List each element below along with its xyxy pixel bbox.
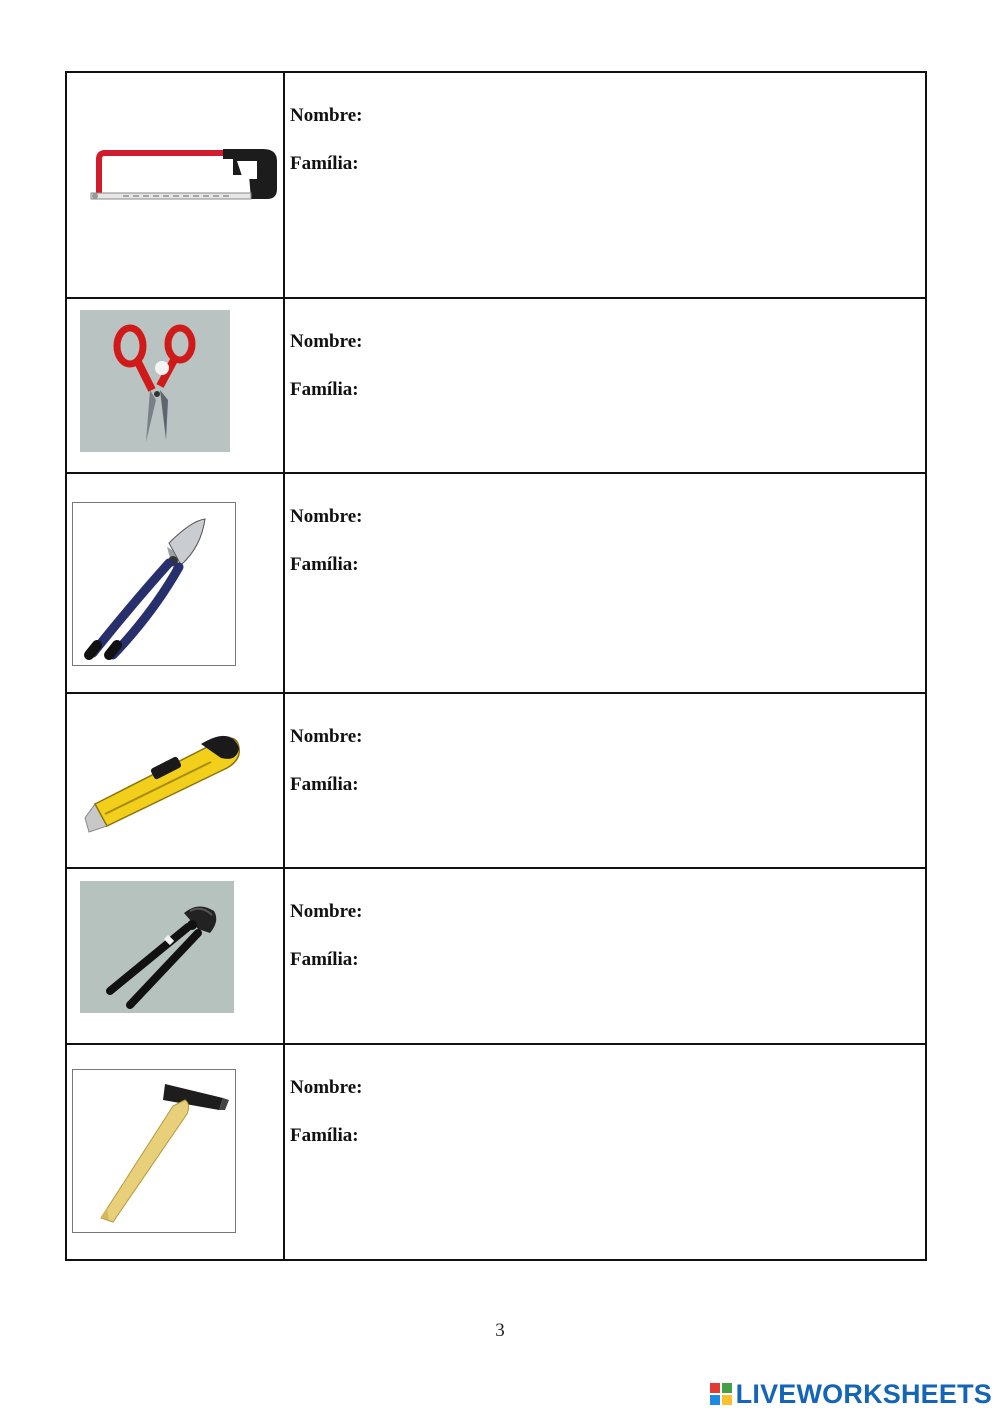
worksheet — [65, 71, 925, 1279]
familia-label: Família: — [290, 774, 359, 795]
utility-knife-icon — [81, 728, 243, 834]
tool-image-cell — [66, 693, 284, 868]
nombre-label: Nombre: — [290, 726, 363, 747]
nombre-label: Nombre: — [290, 1077, 363, 1098]
nombre-label: Nombre: — [290, 331, 363, 352]
familia-label: Família: — [290, 554, 359, 575]
liveworksheets-logo-icon — [710, 1383, 732, 1405]
brand-text: LIVEWORKSHEETS — [735, 1378, 992, 1409]
tool-image-cell — [66, 868, 284, 1044]
tool-image-cell — [66, 72, 284, 298]
tin-snips-icon — [72, 502, 236, 666]
tool-image-cell — [66, 473, 284, 693]
answer-cell — [284, 868, 926, 1044]
tool-image-cell — [66, 1044, 284, 1260]
table-row — [66, 473, 926, 693]
table-row — [66, 298, 926, 473]
table-row — [66, 868, 926, 1044]
answer-cell — [284, 1044, 926, 1260]
answer-cell — [284, 298, 926, 473]
familia-label: Família: — [290, 153, 359, 174]
familia-label: Família: — [290, 379, 359, 400]
answer-cell — [284, 693, 926, 868]
answer-cell — [284, 473, 926, 693]
table-row — [66, 1044, 926, 1260]
nombre-label: Nombre: — [290, 901, 363, 922]
liveworksheets-brand[interactable] — [710, 1378, 992, 1410]
answer-cell — [284, 72, 926, 298]
table-row — [66, 72, 926, 298]
end-cutting-pliers-icon — [80, 881, 234, 1013]
page-number: 3 — [495, 1320, 505, 1341]
scissors-icon — [80, 310, 230, 452]
table-row — [66, 693, 926, 868]
familia-label: Família: — [290, 949, 359, 970]
hammer-icon — [72, 1069, 236, 1233]
familia-label: Família: — [290, 1125, 359, 1146]
tool-image-cell — [66, 298, 284, 473]
tools-table — [65, 71, 927, 1261]
nombre-label: Nombre: — [290, 105, 363, 126]
hacksaw-icon — [83, 145, 283, 207]
nombre-label: Nombre: — [290, 506, 363, 527]
